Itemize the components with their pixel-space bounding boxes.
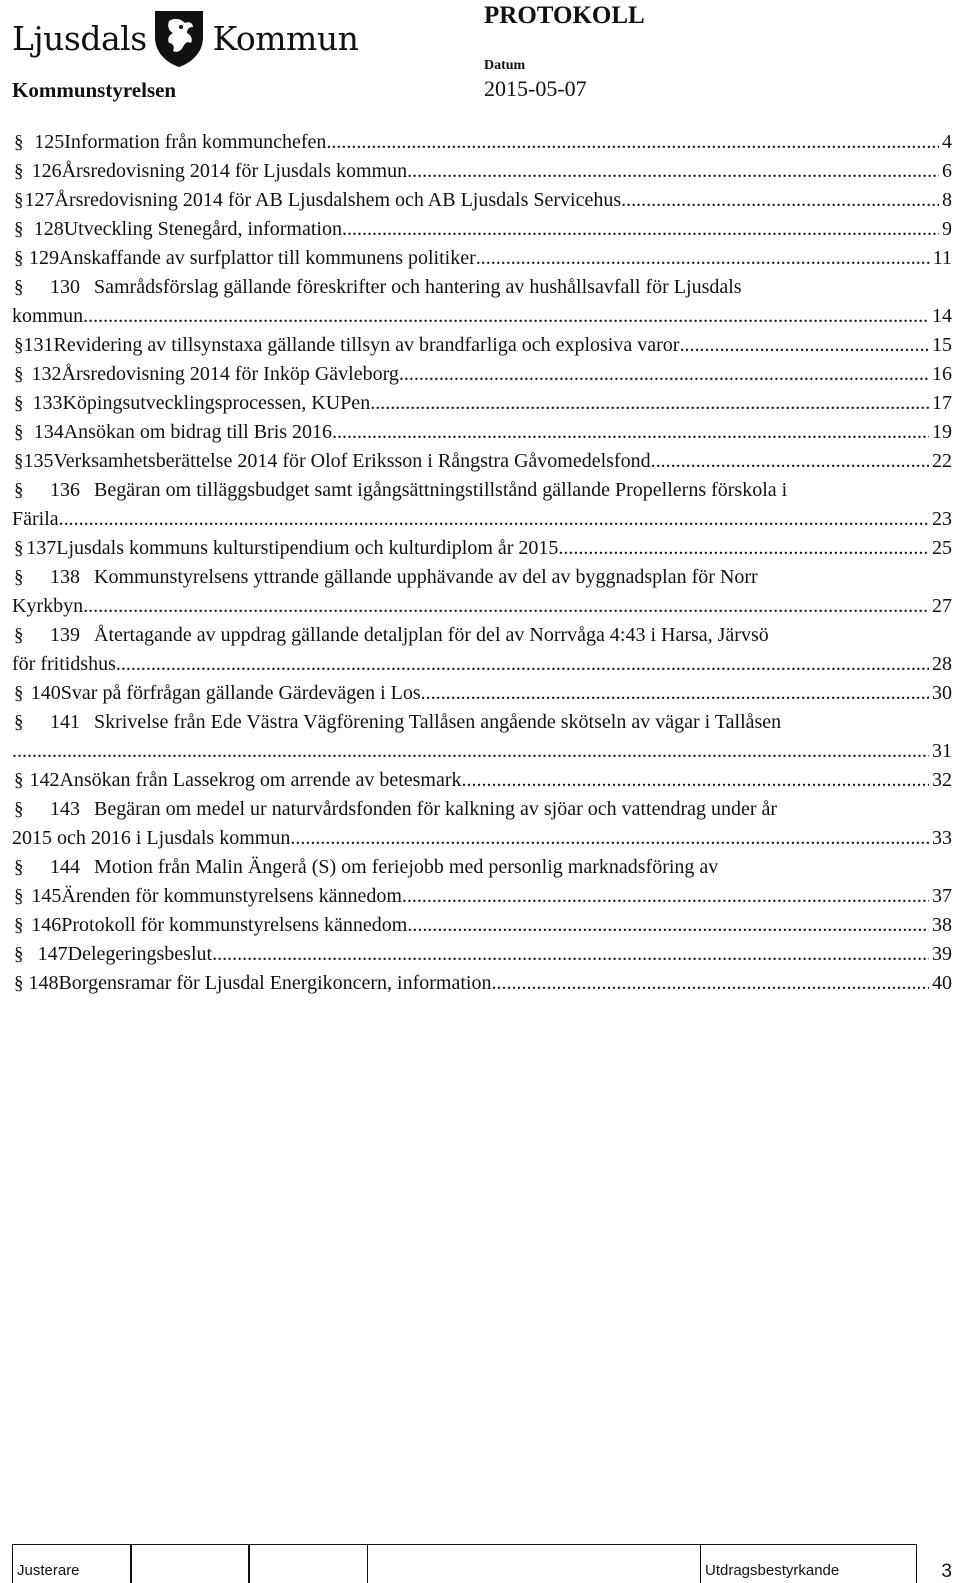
toc-entry-title: Anskaffande av surfplattor till kommunens politiker bbox=[59, 247, 476, 269]
toc-entry-page: 30 bbox=[932, 682, 952, 704]
toc-entry[interactable] bbox=[12, 969, 952, 998]
toc-entry-number: 145 bbox=[31, 885, 62, 907]
toc-entry[interactable] bbox=[12, 244, 952, 273]
dot-leader bbox=[83, 592, 929, 621]
dot-leader bbox=[83, 302, 929, 331]
toc-entry-page: 11 bbox=[932, 247, 952, 269]
toc-entry-title: Återtagande av uppdrag gällande detaljplan för del av Norrvåga 4:43 i Harsa, Järvsö bbox=[94, 624, 769, 646]
signature-box-2 bbox=[130, 1544, 250, 1583]
crest-icon bbox=[151, 7, 207, 69]
toc-entry[interactable] bbox=[12, 418, 952, 447]
toc-entry-page: 27 bbox=[932, 595, 952, 617]
dot-leader bbox=[558, 534, 929, 563]
toc-entry-title-continued: Kyrkbyn bbox=[12, 595, 84, 617]
toc-entry-number: 131 bbox=[23, 334, 54, 356]
dot-leader bbox=[290, 824, 929, 853]
toc-entry[interactable] bbox=[12, 766, 952, 795]
toc-entry[interactable] bbox=[12, 476, 952, 534]
toc-entry-page: 16 bbox=[932, 363, 952, 385]
toc-entry[interactable] bbox=[12, 215, 952, 244]
dot-leader bbox=[621, 186, 939, 215]
toc-entry-page: 17 bbox=[932, 392, 952, 414]
dot-leader bbox=[402, 882, 929, 911]
toc-entry-title: Ansökan om bidrag till Bris 2016 bbox=[63, 421, 333, 443]
paragraph-icon: § bbox=[14, 770, 24, 791]
toc-entry-number: 127 bbox=[24, 189, 55, 211]
justerare-box bbox=[12, 1544, 132, 1583]
toc-entry-title-continued: kommun bbox=[12, 305, 84, 327]
toc-entry-number: 142 bbox=[29, 769, 60, 791]
toc-entry[interactable] bbox=[12, 563, 952, 621]
toc-entry-title: Begäran om medel ur naturvårdsfonden för kalkning av sjöar och vattendrag under år bbox=[94, 798, 778, 820]
dot-leader bbox=[370, 389, 929, 418]
utdragsbestyrkande-box bbox=[700, 1544, 917, 1583]
toc-entry-number: 128 bbox=[33, 218, 64, 240]
dot-leader bbox=[679, 331, 929, 360]
paragraph-icon: § bbox=[14, 422, 24, 443]
footer-spacer bbox=[366, 1544, 700, 1583]
dot-leader bbox=[476, 244, 930, 273]
toc-entry-page: 38 bbox=[932, 914, 952, 936]
toc-entry-title: Ljusdals kommuns kulturstipendium och kulturdiplom år 2015 bbox=[56, 537, 559, 559]
paragraph-icon: § bbox=[14, 915, 24, 936]
toc-entry-title-continued: Färila bbox=[12, 508, 59, 530]
toc-entry-page: 37 bbox=[932, 885, 952, 907]
toc-entry-page: 8 bbox=[942, 189, 952, 211]
toc-entry-title: Verksamhetsberättelse 2014 för Olof Eriksson i Rångstra Gåvomedelsfond bbox=[53, 450, 651, 472]
toc-entry-page: 31 bbox=[932, 740, 952, 762]
toc-entry-title: Årsredovisning 2014 för Inköp Gävleborg bbox=[61, 363, 399, 385]
toc-entry-title: Kommunstyrelsens yttrande gällande upphävande av del av byggnadsplan för Norr bbox=[94, 566, 758, 588]
toc-entry-page: 39 bbox=[932, 943, 952, 965]
paragraph-icon: § bbox=[14, 480, 24, 501]
toc-entry-number: 129 bbox=[29, 247, 59, 269]
toc-entry-title: Skrivelse från Ede Västra Vägförening Tallåsen angående skötseln av vägar i Tallåsen bbox=[94, 711, 782, 733]
toc-entry-page: 9 bbox=[942, 218, 952, 240]
toc-entry-number: 148 bbox=[28, 972, 59, 994]
toc-entry[interactable] bbox=[12, 186, 952, 215]
toc-entry-number: 136 bbox=[50, 479, 80, 501]
toc-entry-title: Ansökan från Lassekrog om arrende av betesmark bbox=[59, 769, 462, 791]
logo-text-left: Ljusdals bbox=[12, 18, 147, 58]
toc-entry-title: Ärenden för kommunstyrelsens kännedom bbox=[61, 885, 402, 907]
paragraph-icon: § bbox=[14, 683, 24, 704]
toc-entry-number: 126 bbox=[31, 160, 62, 182]
page-number: 3 bbox=[941, 1561, 952, 1582]
toc-entry-title: Utveckling Stenegård, information bbox=[63, 218, 342, 240]
toc-entry-title: Information från kommunchefen bbox=[64, 131, 327, 153]
dot-leader bbox=[212, 940, 929, 969]
paragraph-icon: § bbox=[14, 567, 24, 588]
toc-entry-title-continued: för fritidshus bbox=[12, 653, 116, 675]
dot-leader bbox=[407, 157, 939, 186]
toc-entry-page: 40 bbox=[932, 972, 952, 994]
toc-entry-page: 22 bbox=[932, 450, 952, 472]
toc-entry-title: Svar på förfrågan gällande Gärdevägen i Los bbox=[60, 682, 421, 704]
toc-entry-title: Revidering av tillsynstaxa gällande tillsyn av brandfarliga och explosiva varor bbox=[53, 334, 680, 356]
toc-entry[interactable] bbox=[12, 679, 952, 708]
signature-footer bbox=[12, 1540, 952, 1583]
paragraph-icon: § bbox=[14, 393, 24, 414]
toc-entry-title: Köpingsutvecklingsprocessen, KUPen bbox=[62, 392, 371, 414]
toc-entry-page: 6 bbox=[942, 160, 952, 182]
paragraph-icon: § bbox=[14, 799, 24, 820]
toc-entry[interactable] bbox=[12, 882, 952, 911]
toc-entry-title: Motion från Malin Ängerå (S) om feriejobb med personlig marknadsföring av bbox=[94, 856, 719, 878]
toc-entry[interactable] bbox=[12, 360, 952, 389]
toc-entry[interactable] bbox=[12, 389, 952, 418]
municipality-logo bbox=[12, 4, 358, 72]
toc-entry-number: 140 bbox=[30, 682, 61, 704]
toc-entry-page: 28 bbox=[932, 653, 952, 675]
toc-entry-title: Samrådsförslag gällande föreskrifter och hantering av hushållsavfall för Ljusdals bbox=[94, 276, 742, 298]
dot-leader bbox=[421, 679, 929, 708]
dot-leader bbox=[407, 911, 929, 940]
toc-entry[interactable] bbox=[12, 534, 952, 563]
toc-entry-title: Årsredovisning 2014 för AB Ljusdalshem och AB Ljusdals Servicehus bbox=[54, 189, 622, 211]
toc-entry-number: 144 bbox=[50, 856, 80, 878]
toc-entry-number: 147 bbox=[37, 943, 68, 965]
toc-entry-page: 4 bbox=[942, 131, 952, 153]
utdragsbestyrkande-label: Utdragsbestyrkande bbox=[705, 1562, 840, 1579]
toc-entry-title-continued: 2015 och 2016 i Ljusdals kommun bbox=[12, 827, 291, 849]
paragraph-icon: § bbox=[14, 625, 24, 646]
toc-entry[interactable] bbox=[12, 128, 952, 157]
logo-text-right: Kommun bbox=[212, 18, 359, 58]
toc-entry-title: Delegeringsbeslut bbox=[67, 943, 213, 965]
toc-entry-number: 133 bbox=[32, 392, 63, 414]
toc-entry-number: 137 bbox=[26, 537, 57, 559]
toc-entry-number: 143 bbox=[50, 798, 80, 820]
toc-entry[interactable] bbox=[12, 853, 952, 882]
toc-entry[interactable] bbox=[12, 795, 952, 853]
toc-entry[interactable] bbox=[12, 940, 952, 969]
document-type: PROTOKOLL bbox=[484, 2, 645, 29]
toc-entry-page: 33 bbox=[932, 827, 952, 849]
dot-leader bbox=[59, 505, 929, 534]
toc-entry-number: 125 bbox=[34, 131, 65, 153]
paragraph-icon: § bbox=[14, 538, 24, 559]
toc-entry-number: 134 bbox=[33, 421, 64, 443]
toc-entry-number: 141 bbox=[50, 711, 80, 733]
signature-box-3 bbox=[248, 1544, 368, 1583]
department-name: Kommunstyrelsen bbox=[12, 78, 177, 102]
toc-entry-page: 15 bbox=[932, 334, 952, 356]
toc-entry-number: 135 bbox=[23, 450, 54, 472]
dot-leader bbox=[342, 215, 939, 244]
toc-entry[interactable] bbox=[12, 621, 952, 679]
toc-entry-number: 130 bbox=[50, 276, 80, 298]
dot-leader bbox=[116, 650, 929, 679]
toc-entry[interactable] bbox=[12, 447, 952, 476]
toc-entry[interactable] bbox=[12, 157, 952, 186]
paragraph-icon: § bbox=[14, 944, 24, 965]
toc-entry-page: 14 bbox=[932, 305, 952, 327]
dot-leader bbox=[332, 418, 929, 447]
toc-entry-page: 23 bbox=[932, 508, 952, 530]
date-label: Datum bbox=[484, 58, 526, 73]
toc-entry-title: Protokoll för kommunstyrelsens kännedom bbox=[61, 914, 408, 936]
toc-entry[interactable] bbox=[12, 708, 952, 766]
dot-leader bbox=[491, 969, 929, 998]
dot-leader bbox=[399, 360, 929, 389]
paragraph-icon: § bbox=[14, 335, 24, 356]
paragraph-icon: § bbox=[14, 364, 24, 385]
paragraph-icon: § bbox=[14, 857, 24, 878]
toc-entry-page: 25 bbox=[932, 537, 952, 559]
paragraph-icon: § bbox=[14, 132, 24, 153]
date-value: 2015-05-07 bbox=[484, 76, 587, 101]
paragraph-icon: § bbox=[14, 161, 24, 182]
dot-leader bbox=[326, 128, 939, 157]
toc-entry-title: Begäran om tilläggsbudget samt igångsättningstillstånd gällande Propellerns förskola i bbox=[94, 479, 788, 501]
paragraph-icon: § bbox=[14, 248, 24, 269]
toc-entry[interactable] bbox=[12, 331, 952, 360]
paragraph-icon: § bbox=[14, 277, 24, 298]
toc-entry-page: 19 bbox=[932, 421, 952, 443]
paragraph-icon: § bbox=[14, 712, 24, 733]
toc-entry-page: 32 bbox=[932, 769, 952, 791]
toc-entry[interactable] bbox=[12, 911, 952, 940]
paragraph-icon: § bbox=[14, 451, 24, 472]
dot-leader bbox=[651, 447, 929, 476]
table-of-contents bbox=[12, 128, 952, 998]
document-header bbox=[0, 0, 960, 108]
paragraph-icon: § bbox=[14, 973, 24, 994]
dot-leader bbox=[462, 766, 929, 795]
justerare-label: Justerare bbox=[17, 1562, 80, 1579]
toc-entry-title: Borgensramar för Ljusdal Energikoncern, information bbox=[58, 972, 492, 994]
paragraph-icon: § bbox=[14, 886, 24, 907]
toc-entry-title: Årsredovisning 2014 för Ljusdals kommun bbox=[61, 160, 408, 182]
paragraph-icon: § bbox=[14, 219, 24, 240]
toc-entry[interactable] bbox=[12, 273, 952, 331]
paragraph-icon: § bbox=[14, 190, 24, 211]
toc-entry-number: 138 bbox=[50, 566, 80, 588]
toc-entry-number: 132 bbox=[31, 363, 62, 385]
toc-entry-number: 146 bbox=[31, 914, 62, 936]
dot-leader bbox=[12, 737, 929, 766]
toc-entry-number: 139 bbox=[50, 624, 80, 646]
